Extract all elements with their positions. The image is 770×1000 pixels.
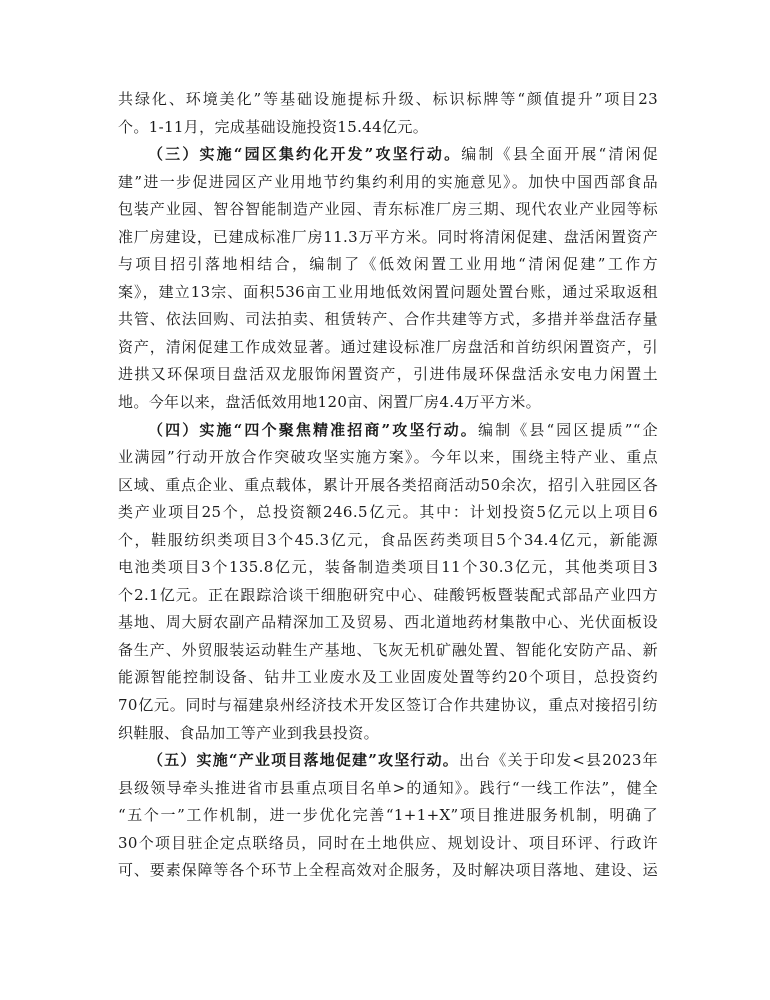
text-line: 县级领导牵头推进省市县重点项目名单>的通知》。践行“一线工作法”，健全 — [118, 778, 658, 797]
text-line: 可、要素保障等各个环节上全程高效对企服务，及时解决项目落地、建设、运 — [118, 861, 658, 880]
text-run: 编制《县全面开展“清闲促 — [461, 145, 658, 164]
text-line: 备生产、外贸服装运动鞋生产基地、飞灰无机矿融处置、智能化安防产品、新 — [118, 640, 658, 659]
text-line: 资产，清闲促建工作成效显著。通过建设标准厂房盘活和首纺织闲置资产，引 — [118, 337, 658, 356]
text-line: 个2.1亿元。正在跟踪洽谈干细胞研究中心、硅酸钙板暨装配式部品产业四方 — [118, 585, 658, 604]
paragraph-first-line — [118, 417, 658, 445]
section-heading: （四）实施“四个聚焦精准招商”攻坚行动。 — [148, 420, 478, 439]
text-line: 基地、周大厨农副产品精深加工及贸易、西北道地药材集散中心、光伏面板设 — [118, 613, 658, 632]
text-line: 30个项目驻企定点联络员，同时在土地供应、规划设计、项目环评、行政许 — [118, 833, 658, 852]
text-line: 电池类项目3个135.8亿元，装备制造类项目11个30.3亿元，其他类项目3 — [118, 558, 658, 577]
text-line: 地。今年以来，盘活低效用地120亩、闲置厂房4.4万平方米。 — [118, 393, 541, 412]
text-line: 70亿元。同时与福建泉州经济技术开发区签订合作共建协议，重点对接招引纺 — [118, 696, 658, 715]
text-line: 个。1-11月，完成基础设施投资15.44亿元。 — [118, 117, 429, 136]
text-line: 建”进一步促进园区产业用地节约集约利用的实施意见》。加快中国西部食品 — [118, 172, 658, 191]
text-line: 共管、依法回购、司法拍卖、租赁转产、合作共建等方式，多措并举盘活存量 — [118, 310, 658, 329]
text-line: 能源智能控制设备、钻井工业废水及工业固废处置等约20个项目，总投资约 — [118, 668, 658, 687]
text-run: 编制《县“园区提质”“企 — [477, 420, 658, 439]
text-line: 个，鞋服纺织类项目3个45.3亿元，食品医药类项目5个34.4亿元，新能源 — [118, 530, 658, 549]
section-heading: （三）实施“园区集约化开发”攻坚行动。 — [148, 145, 462, 164]
text-line: 包装产业园、智谷智能制造产业园、青东标准厂房三期、现代农业产业园等标 — [118, 200, 658, 219]
paragraph-first-line — [118, 141, 658, 169]
section-heading: （五）实施“产业项目落地促建”攻坚行动。 — [148, 751, 459, 770]
document-body — [118, 86, 658, 885]
text-line: 共绿化、环境美化”等基础设施提标升级、标识标牌等“颜值提升”项目23 — [118, 90, 658, 108]
paragraph-first-line — [118, 747, 658, 775]
text-line: 业满园”行动开放合作突破攻坚实施方案》。今年以来，围绕主特产业、重点 — [118, 448, 658, 467]
text-run: 出台《关于印发<县2023年 — [458, 751, 658, 770]
text-line: 织鞋服、食品加工等产业到我县投资。 — [118, 723, 379, 742]
text-line: 进拱又环保项目盘活双龙服饰闲置资产，引进伟晟环保盘活永安电力闲置土 — [118, 365, 658, 384]
text-line: 类产业项目25个，总投资额246.5亿元。其中：计划投资5亿元以上项目6 — [118, 503, 658, 522]
text-line: “五个一”工作机制，进一步优化完善“1+1+X”项目推进服务机制，明确了 — [118, 806, 658, 825]
text-line: 与项目招引落地相结合，编制了《低效闲置工业用地“清闲促建”工作方 — [118, 255, 658, 274]
text-line: 区域、重点企业、重点载体，累计开展各类招商活动50余次，招引入驻园区各 — [118, 475, 658, 494]
text-line: 准厂房建设，已建成标准厂房11.3万平方米。同时将清闲促建、盘活闲置资产 — [118, 227, 658, 246]
text-line: 案》，建立13宗、面积536亩工业用地低效闲置问题处置台账，通过采取返租 — [118, 282, 658, 301]
